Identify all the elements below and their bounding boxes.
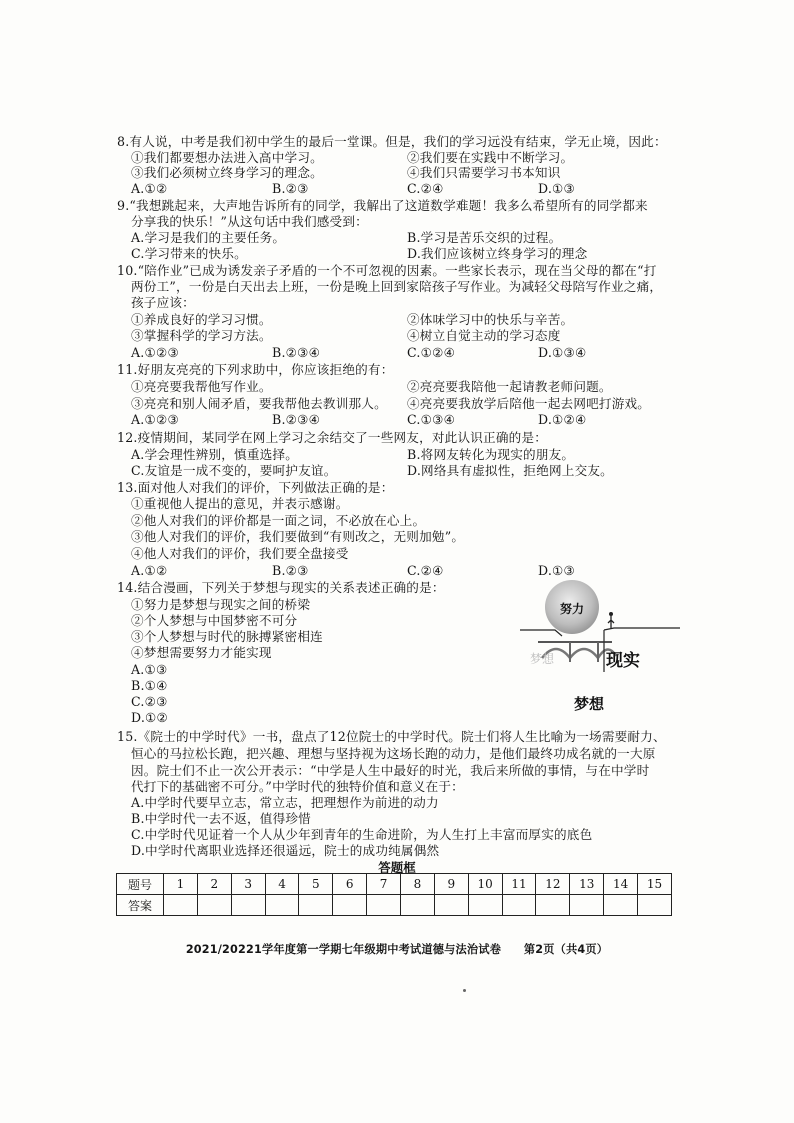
q11-choice-b: B.②③④ (272, 412, 321, 427)
answer-cell[interactable] (367, 895, 401, 916)
q11-stem: 11.好朋友亮亮的下列求助中，你应该拒绝的有： (117, 362, 394, 377)
answer-cell[interactable] (333, 895, 367, 916)
q10-option-1: ①养成良好的学习习惯。 (131, 312, 272, 327)
question-number-cell: 3 (231, 874, 265, 895)
q10-choice-a: A.①②③ (131, 345, 179, 360)
q8-option-2: ②我们要在实践中不断学习。 (407, 150, 574, 165)
answer-cell[interactable] (570, 895, 604, 916)
question-number-cell: 15 (638, 874, 672, 895)
question-number-cell: 13 (570, 874, 604, 895)
answer-cell[interactable] (434, 895, 468, 916)
q15-stem-line4: 代打下的基础密不可分。”中学时代的独特价值和意义在于： (131, 779, 464, 794)
q14-option-2: ②个人梦想与中国梦密不可分 (131, 613, 298, 628)
q13-choice-a: A.①② (131, 563, 168, 578)
q14-choice-b: B.①④ (131, 678, 168, 693)
q11-choice-d: D.①②④ (538, 412, 587, 427)
question-number-cell: 14 (604, 874, 638, 895)
page-footer: 2021/20221学年度第一学期七年级期中考试道德与法治试卷 第2页（共4页） (185, 943, 609, 956)
q11-option-3: ③亮亮和别人闹矛盾，要我帮他去教训那人。 (131, 396, 387, 411)
scan-speck (463, 989, 466, 992)
cartoon-caption: 梦想 (574, 695, 605, 713)
q10-stem-line1: 10.“陪作业”已成为诱发亲子矛盾的一个不可忽视的因素。一些家长表示，现在当父母的都在“打 (117, 263, 657, 278)
q14-option-3: ③个人梦想与时代的脉搏紧密相连 (131, 629, 323, 644)
answer-cell[interactable] (164, 895, 198, 916)
answer-cell[interactable] (197, 895, 231, 916)
q14-choice-a: A.①③ (131, 662, 168, 677)
question-number-cell: 11 (502, 874, 536, 895)
q15-stem-line1: 15.《院士的中学时代》一书，盘点了12位院士的中学时代。院士们将人生比喻为一场需要耐力、 (117, 729, 666, 744)
q11-choice-a: A.①②③ (131, 412, 179, 427)
answer-table (116, 873, 672, 916)
reality-label: 现实 (606, 651, 640, 671)
q14-stem: 14.结合漫画，下列关于梦想与现实的关系表述正确的是： (117, 580, 445, 595)
q8-choice-b: B.②③ (272, 181, 309, 196)
answer-cell[interactable] (604, 895, 638, 916)
q9-stem-line2: 分享我的快乐！”从这句话中我们感受到： (131, 214, 368, 229)
q15-choice-d: D.中学时代离职业选择还很遥远，院士的成功纯属偶然 (131, 843, 440, 858)
q13-choice-c: C.②④ (407, 563, 444, 578)
q13-option-4: ④他人对我们的评价，我们要全盘接受 (131, 546, 349, 561)
q9-choice-b: B.学习是苦乐交织的过程。 (407, 230, 562, 245)
answer-box-title: 答题框 (378, 860, 416, 875)
q11-option-2: ②亮亮要我陪他一起请教老师问题。 (407, 379, 612, 394)
answer-cell[interactable] (502, 895, 536, 916)
q10-choice-b: B.②③④ (272, 345, 321, 360)
q15-stem-line2: 恒心的马拉松长跑，把兴趣、理想与坚持视为这场长跑的动力，是他们最终功成名就的一大原 (131, 746, 656, 761)
question-number-cell: 5 (299, 874, 333, 895)
q9-choice-d: D.我们应该树立终身学习的理念 (407, 246, 588, 261)
question-number-cell: 8 (401, 874, 435, 895)
question-number-cell: 10 (468, 874, 502, 895)
q13-option-3: ③他人对我们的评价，我们要做到“有则改之，无则加勉”。 (131, 529, 465, 544)
answer-cell[interactable] (299, 895, 333, 916)
q11-choice-c: C.①③④ (407, 412, 456, 427)
q8-choice-a: A.①② (131, 181, 168, 196)
q12-stem: 12.疫情期间，某同学在网上学习之余结交了一些网友，对此认识正确的是： (117, 430, 548, 445)
q10-stem-line2: 两份工”，一份是白天出去上班，一份是晚上回到家陪孩子写作业。为减轻父母陪写作业之痛， (131, 279, 663, 294)
question-number-cell: 6 (333, 874, 367, 895)
question-number-cell: 12 (536, 874, 570, 895)
q13-choice-d: D.①③ (538, 563, 576, 578)
answer-cell[interactable] (401, 895, 435, 916)
dream-reality-cartoon (520, 580, 680, 720)
q15-choice-b: B.中学时代一去不返，值得珍惜 (131, 811, 311, 826)
q15-stem-line3: 因。院士们不止一次公开表示：“中学是人生中最好的时光，我后来所做的事情，与在中学时 (131, 763, 650, 778)
q9-stem-line1: 9.“我想跳起来，大声地告诉所有的同学，我解出了这道数学难题！我多么希望所有的同学都来 (117, 198, 648, 213)
q8-option-1: ①我们都要想办法进入高中学习。 (131, 150, 323, 165)
q11-option-1: ①亮亮要我帮他写作业。 (131, 379, 272, 394)
answer-cell[interactable] (468, 895, 502, 916)
answer-number-row (117, 874, 672, 895)
q9-choice-c: C.学习带来的快乐。 (131, 246, 247, 261)
q8-choice-d: D.①③ (538, 181, 576, 196)
q14-option-1: ①努力是梦想与现实之间的桥梁 (131, 597, 311, 612)
q9-choice-a: A.学习是我们的主要任务。 (131, 230, 286, 245)
q14-option-4: ④梦想需要努力才能实现 (131, 645, 272, 660)
q14-choice-c: C.②③ (131, 694, 168, 709)
question-number-cell: 2 (197, 874, 231, 895)
q11-option-4: ④亮亮要我放学后陪他一起去网吧打游戏。 (407, 396, 651, 411)
q8-option-4: ④我们只需要学习书本知识 (407, 165, 561, 180)
answer-header: 答案 (117, 895, 164, 916)
q12-choice-b: B.将网友转化为现实的朋友。 (407, 447, 575, 462)
q10-choice-d: D.①③④ (538, 345, 587, 360)
answer-cell[interactable] (265, 895, 299, 916)
q12-choice-a: A.学会理性辨别，慎重选择。 (131, 447, 299, 462)
answer-fill-row (117, 895, 672, 916)
answer-cell[interactable] (638, 895, 672, 916)
question-number-cell: 7 (367, 874, 401, 895)
q10-choice-c: C.①②④ (407, 345, 456, 360)
dream-bridge-label: 梦想 (530, 652, 555, 666)
q10-stem-line3: 孩子应该： (131, 295, 195, 310)
q13-choice-b: B.②③ (272, 563, 309, 578)
q15-choice-c: C.中学时代见证着一个人从少年到青年的生命进阶，为人生打上丰富而厚实的底色 (131, 827, 593, 842)
q8-choice-c: C.②④ (407, 181, 444, 196)
answer-cell[interactable] (536, 895, 570, 916)
q14-choice-d: D.①② (131, 710, 169, 725)
question-number-header: 题号 (117, 874, 164, 895)
q10-option-3: ③掌握科学的学习方法。 (131, 328, 272, 343)
q12-choice-d: D.网络具有虚拟性，拒绝网上交友。 (407, 463, 613, 478)
q12-choice-c: C.友谊是一成不变的，要呵护友谊。 (131, 463, 337, 478)
answer-cell[interactable] (231, 895, 265, 916)
q13-stem: 13.面对他人对我们的评价，下列做法正确的是： (117, 480, 394, 495)
q13-option-1: ①重视他人提出的意见，并表示感谢。 (131, 496, 349, 511)
q10-option-2: ②体味学习中的快乐与辛苦。 (407, 312, 574, 327)
question-number-cell: 9 (434, 874, 468, 895)
q10-option-4: ④树立自觉主动的学习态度 (407, 328, 561, 343)
q15-choice-a: A.中学时代要早立志，常立志，把理想作为前进的动力 (131, 795, 439, 810)
effort-label: 努力 (560, 602, 585, 616)
question-number-cell: 4 (265, 874, 299, 895)
q13-option-2: ②他人对我们的评价都是一面之词，不必放在心上。 (131, 513, 426, 528)
person-figure (608, 616, 614, 628)
q8-option-3: ③我们必须树立终身学习的理念。 (131, 165, 323, 180)
q8-stem: 8.有人说，中考是我们初中学生的最后一堂课。但是，我们的学习远没有结束，学无止境，因此： (117, 134, 667, 149)
question-number-cell: 1 (164, 874, 198, 895)
